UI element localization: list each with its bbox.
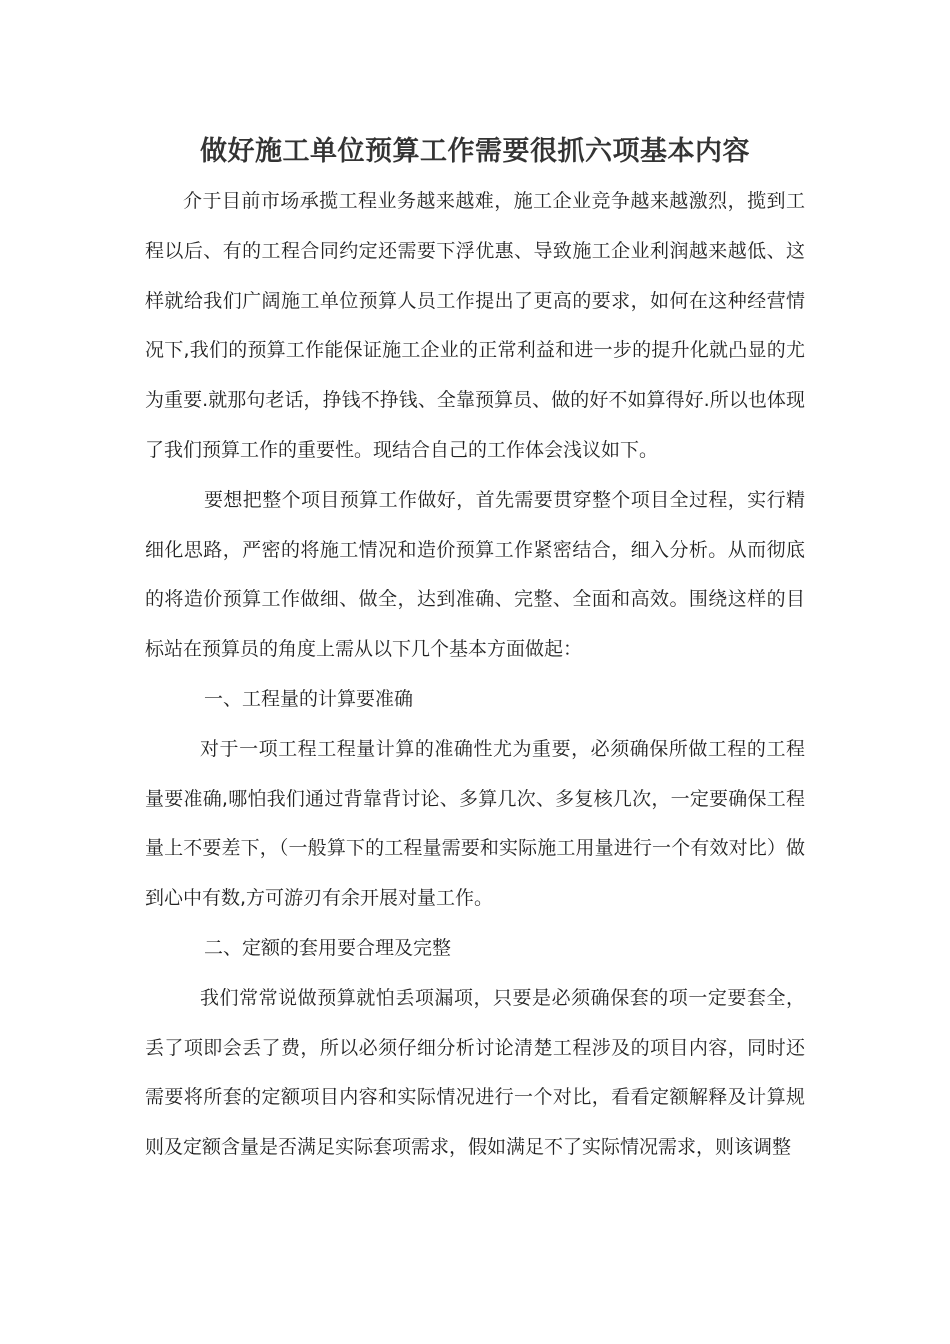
paragraph-section-2: 我们常常说做预算就怕丢项漏项，只要是必须确保套的项一定要套全，丢了项即会丢了费，所以必须仔细分析讨论清楚工程涉及的项目内容，同时还需要将所套的定额项目内容和实际情况进行一个对比，看看定额解释及计算规则及定额含量是否满足实际套项需求，假如满足不了实际情况需求，则该调整: [145, 986, 805, 1159]
paragraph-section-1: 对于一项工程工程量计算的准确性尤为重要，必须确保所做工程的工程量要准确,哪怕我们通过背靠背讨论、多算几次、多复核几次，一定要确保工程量上不要差下，（一般算下的工程量需要和实际施工用量进行一个有效对比）做到心中有数,方可游刃有余开展对量工作。: [145, 737, 805, 910]
section-heading-2: 二、定额的套用要合理及完整: [204, 936, 452, 959]
document-body: [145, 177, 805, 1173]
document-title: 做好施工单位预算工作需要很抓六项基本内容: [200, 136, 750, 167]
section-heading-1: 一、工程量的计算要准确: [204, 687, 414, 710]
paragraph-intro: 介于目前市场承揽工程业务越来越难，施工企业竞争越来越激烈，揽到工程以后、有的工程合同约定还需要下浮优惠、导致施工企业利润越来越低、这样就给我们广阔施工单位预算人员工作提出了更高的要求，如何在这种经营情况下,我们的预算工作能保证施工企业的正常利益和进一步的提升化就凸显的尤为重要.就那句老话，挣钱不挣钱、全靠预算员、做的好不如算得好.所以也体现了我们预算工作的重要性。现结合自己的工作体会浅议如下。: [145, 190, 805, 461]
paragraph-overview: 要想把整个项目预算工作做好，首先需要贯穿整个项目全过程，实行精细化思路，严密的将施工情况和造价预算工作紧密结合，细入分析。从而彻底的将造价预算工作做细、做全，达到准确、完整、全面和高效。围绕这样的目标站在预算员的角度上需从以下几个基本方面做起：: [145, 488, 805, 661]
